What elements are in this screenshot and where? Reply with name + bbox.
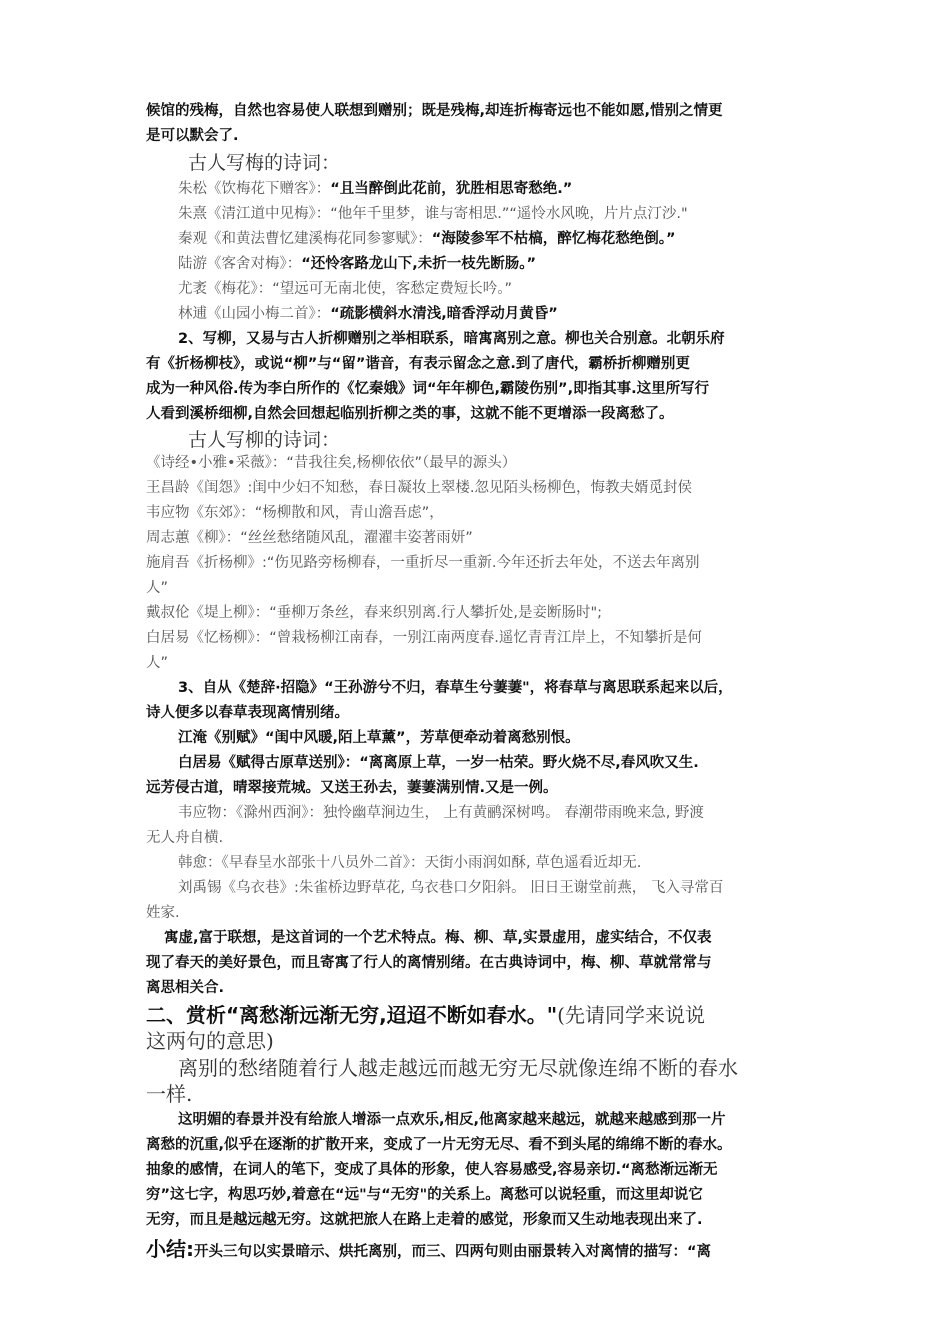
plum-heading: 古人写梅的诗词： xyxy=(188,152,341,174)
poem-source: 陆游《客舍对梅》： xyxy=(178,256,302,272)
poem-quote: “望远可无南北使，客愁定费短长吟。” xyxy=(272,281,513,297)
grass-other-line-5: 姓家. xyxy=(146,905,180,921)
summary-line-2: 现了春天的美好景色，而且寄寓了行人的离情别绪。在古典诗词中，梅、柳、草就常常与 xyxy=(146,955,712,971)
poem-quote: “海陵参军不枯槁，醉忆梅花愁绝倒。” xyxy=(431,231,676,247)
section2-title-note: (先请同学来说说 xyxy=(557,1003,705,1027)
plum-poem-5 xyxy=(178,279,512,299)
willow-line-4: 周志蕙《柳》：“丝丝愁绪随风乱，濯濯丰姿著雨妍” xyxy=(146,530,473,546)
grass-other-line-2: 无人舟自横. xyxy=(146,830,224,846)
analysis-line-4: 穷”这七字，构思巧妙,着意在“远"与“无穷"的关系上。离愁可以说轻重，而这里却说它 xyxy=(146,1187,703,1203)
section2-title-main: 二、赏析“离愁渐远渐无穷,迢迢不断如春水。" xyxy=(146,1003,558,1027)
willow-line-2: 王昌龄《闺怨》:闺中少妇不知愁，春日凝妆上翠楼.忽见陌头杨柳色，悔教夫婿觅封侯 xyxy=(146,480,692,496)
poem-quote: “且当醉倒此花前，犹胜相思寄愁绝.” xyxy=(330,181,573,197)
conclusion-text: 开头三句以实景暗示、烘托离别，而三、四两句则由丽景转入对离情的描写：“离 xyxy=(194,1244,712,1260)
poem-quote: “疏影横斜水清浅,暗香浮动月黄昏” xyxy=(330,306,558,322)
willow-line-5: 施肩吾《折杨柳》:“伤见路旁杨柳春，一重折尽一重新.今年还折去年处，不送去年离别 xyxy=(146,555,700,571)
grass-other-line-4: 刘禹锡《乌衣巷》:朱雀桥边野草花, 乌衣巷口夕阳斜。 旧日王谢堂前燕， 飞入寻常百 xyxy=(178,880,724,896)
willow-line-9: 人” xyxy=(146,655,169,671)
grass-para-line-1: 3、自从《楚辞·招隐》“王孙游兮不归，春草生兮萋萋"，将春草与离思联系起来以后， xyxy=(178,680,733,696)
willow-line-6: 人” xyxy=(146,580,169,596)
willow-heading: 古人写柳的诗词： xyxy=(188,429,341,451)
analysis-line-3: 抽象的感情，在词人的笔下，变成了具体的形象，使人容易感受,容易亲切.“离愁渐远渐无 xyxy=(146,1162,718,1178)
summary-line-1: 寓虚,富于联想，是这首词的一个艺术特点。梅、柳、草,实景虚用，虚实结合，不仅表 xyxy=(164,930,712,946)
poem-quote: “他年千里梦，谁与寄相思.”“遥怜水风晚，片片点汀沙." xyxy=(330,206,688,222)
meaning-line-2: 一样. xyxy=(146,1082,193,1106)
analysis-line-1: 这明媚的春景并没有给旅人增添一点欢乐,相反,他离家越来越远，就越来越感到那一片 xyxy=(178,1112,726,1128)
intro-line-2: 是可以默会了. xyxy=(146,128,239,144)
poem-quote: “还怜客路龙山下,未折一枝先断肠。” xyxy=(301,256,537,272)
poem-source: 朱松《饮梅花下赠客》： xyxy=(178,181,331,197)
grass-para-line-2: 诗人便多以春草表现离情别绪。 xyxy=(146,705,349,721)
grass-jiangyan: 江淹《别赋》“闺中风暖,陌上草薰”，芳草便牵动着离愁别恨。 xyxy=(178,730,580,746)
willow-para-line-1: 2、写柳，又易与古人折柳赠别之举相联系，暗寓离别之意。柳也关合别意。北朝乐府 xyxy=(178,331,725,347)
poem-source: 尤袤《梅花》： xyxy=(178,281,273,297)
willow-line-7: 戴叔伦《堤上柳》：“垂柳万条丝，春来织别离.行人攀折处,是妾断肠时"; xyxy=(146,605,603,621)
grass-other-line-3: 韩愈：《早春呈水部张十八员外二首》：天街小雨润如酥, 草色遥看近却无. xyxy=(178,855,642,871)
poem-source: 朱熹《清江道中见梅》： xyxy=(178,206,331,222)
plum-poem-1 xyxy=(178,179,572,199)
willow-para-line-3: 成为一种风俗.传为李白所作的《忆秦娥》词“年年柳色,霸陵伤别”,即指其事.这里所写行 xyxy=(146,381,710,397)
conclusion-label: 小结: xyxy=(146,1237,194,1261)
poem-source: 林逋《山园小梅二首》： xyxy=(178,306,331,322)
plum-poem-3 xyxy=(178,229,676,249)
grass-other-line-1: 韦应物：《滁州西涧》：独怜幽草涧边生， 上有黄鹂深树鸣。 春潮带雨晚来急, 野渡 xyxy=(178,805,704,821)
meaning-line-1: 离别的愁绪随着行人越走越远而越无穷无尽就像连绵不断的春水 xyxy=(178,1056,738,1080)
willow-line-1: 《诗经•小雅•采薇》：“昔我往矣,杨柳依依”（最早的源头） xyxy=(146,455,517,471)
grass-baijuyi-line-2: 远芳侵古道，晴翠接荒城。又送王孙去，萋萋满别情.又是一例。 xyxy=(146,780,558,796)
willow-line-3: 韦应物《东郊》：“杨柳散和风，青山澹吾虑”， xyxy=(146,505,444,521)
plum-poem-6 xyxy=(178,304,558,324)
willow-line-8: 白居易《忆杨柳》：“曾栽杨柳江南春，一别江南两度春.遥忆青青江岸上，不知攀折是何 xyxy=(146,630,702,646)
willow-para-line-4: 人看到溪桥细柳,自然会回想起临别折柳之类的事，这就不能不更增添一段离愁了。 xyxy=(146,406,674,422)
analysis-line-2: 离愁的沉重,似乎在逐渐的扩散开来，变成了一片无穷无尽、看不到头尾的绵绵不断的春水。 xyxy=(146,1137,732,1153)
analysis-line-5: 无穷，而且是越远越无穷。这就把旅人在路上走着的感觉，形象而又生动地表现出来了. xyxy=(146,1212,703,1228)
plum-poem-2 xyxy=(178,204,688,224)
plum-poem-4 xyxy=(178,254,536,274)
section2-title-line-2: 这两句的意思) xyxy=(146,1029,274,1053)
willow-para-line-2: 有《折杨柳枝》，或说“柳”与“留”谐音，有表示留念之意.到了唐代，霸桥折柳赠别更 xyxy=(146,356,690,372)
poem-source: 秦观《和黄法曹忆建溪梅花同参寥赋》： xyxy=(178,231,432,247)
intro-line-1: 候馆的残梅，自然也容易使人联想到赠别；既是残梅,却连折梅寄远也不能如愿,惜别之情更 xyxy=(146,103,723,119)
grass-baijuyi-line-1: 白居易《赋得古原草送别》：“离离原上草，一岁一枯荣。野火烧不尽,春风吹又生. xyxy=(178,755,699,771)
conclusion-line xyxy=(146,1236,711,1262)
section2-title xyxy=(146,1002,705,1028)
summary-line-3: 离思相关合. xyxy=(146,980,225,996)
